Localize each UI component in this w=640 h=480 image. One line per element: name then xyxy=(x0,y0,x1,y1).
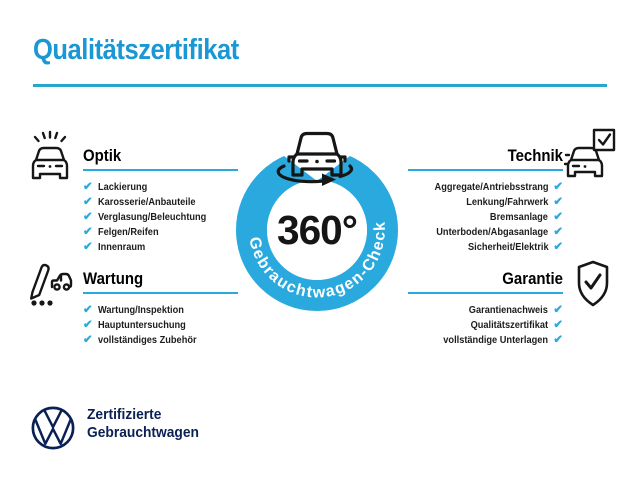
wartung-checklist xyxy=(83,303,238,348)
section-divider xyxy=(408,292,563,294)
check-icon: ✔ xyxy=(83,304,93,316)
section-wartung xyxy=(83,269,238,348)
garantie-checklist xyxy=(408,303,563,348)
checklist-item xyxy=(408,195,563,210)
checklist-item xyxy=(408,303,563,318)
check-icon: ✔ xyxy=(553,211,563,223)
checklist-item xyxy=(83,180,238,195)
page-title: Qualitätszertifikat xyxy=(33,34,239,66)
item-label: Qualitätszertifikat xyxy=(470,319,549,331)
check-icon: ✔ xyxy=(83,181,93,193)
checklist-item xyxy=(408,333,563,348)
brand-line2: Gebrauchtwagen xyxy=(87,424,199,441)
section-garantie xyxy=(408,269,563,348)
check-icon: ✔ xyxy=(83,241,93,253)
car-check-icon xyxy=(564,128,616,178)
checklist-item xyxy=(83,225,238,240)
checklist-item xyxy=(83,210,238,225)
item-label: vollständige Unterlagen xyxy=(443,334,549,346)
section-divider xyxy=(83,169,238,171)
item-label: Hauptuntersuchung xyxy=(97,319,186,331)
checklist-item xyxy=(83,303,238,318)
check-icon: ✔ xyxy=(83,196,93,208)
check-icon: ✔ xyxy=(553,334,563,346)
item-label: Garantienachweis xyxy=(469,304,549,316)
item-label: Felgen/Reifen xyxy=(97,226,159,238)
check-icon: ✔ xyxy=(553,319,563,331)
item-label: Unterboden/Abgasanlage xyxy=(436,226,549,238)
item-label: Karosserie/Anbauteile xyxy=(97,196,196,208)
item-label: Aggregate/Antriebsstrang xyxy=(434,181,549,193)
title-divider xyxy=(33,84,607,87)
check-icon: ✔ xyxy=(83,211,93,223)
section-technik xyxy=(408,146,563,255)
check-icon: ✔ xyxy=(83,319,93,331)
section-title-optik: Optik xyxy=(83,146,122,165)
optik-checklist xyxy=(83,180,238,255)
checklist-item xyxy=(83,240,238,255)
checklist-item xyxy=(83,195,238,210)
item-label: Bremsanlage xyxy=(490,211,549,223)
check-icon: ✔ xyxy=(553,304,563,316)
checklist-item xyxy=(83,318,238,333)
check-icon: ✔ xyxy=(83,226,93,238)
item-label: Lackierung xyxy=(97,181,147,193)
item-label: vollständiges Zubehör xyxy=(97,334,197,346)
brand-line1: Zertifizierte xyxy=(87,406,162,423)
checklist-item xyxy=(408,210,563,225)
checklist-item xyxy=(408,318,563,333)
section-optik xyxy=(83,146,238,255)
item-label: Innenraum xyxy=(97,241,145,253)
section-title-technik: Technik xyxy=(507,146,563,165)
shield-check-icon xyxy=(573,259,613,309)
item-label: Verglasung/Beleuchtung xyxy=(97,211,206,223)
checklist-item xyxy=(408,240,563,255)
item-label: Lenkung/Fahrwerk xyxy=(466,196,549,208)
service-pen-car-icon xyxy=(27,257,73,307)
vw-logo xyxy=(30,405,76,451)
car-front-shine-icon xyxy=(26,128,74,182)
section-title-garantie: Garantie xyxy=(502,269,563,288)
section-title-wartung: Wartung xyxy=(83,269,144,288)
brand-text xyxy=(87,406,199,442)
section-divider xyxy=(408,169,563,171)
technik-checklist xyxy=(408,180,563,255)
checklist-item xyxy=(408,180,563,195)
check-icon: ✔ xyxy=(553,181,563,193)
360-degree-badge xyxy=(227,118,407,320)
check-icon: ✔ xyxy=(83,334,93,346)
badge-ring-label: Gebrauchtwagen-Check xyxy=(245,221,390,302)
item-label: Wartung/Inspektion xyxy=(97,304,184,316)
checklist-item xyxy=(408,225,563,240)
check-icon: ✔ xyxy=(553,226,563,238)
checklist-item xyxy=(83,333,238,348)
check-icon: ✔ xyxy=(553,241,563,253)
section-divider xyxy=(83,292,238,294)
item-label: Sicherheit/Elektrik xyxy=(467,241,549,253)
check-icon: ✔ xyxy=(553,196,563,208)
badge-degrees-label: 360° xyxy=(277,207,357,253)
